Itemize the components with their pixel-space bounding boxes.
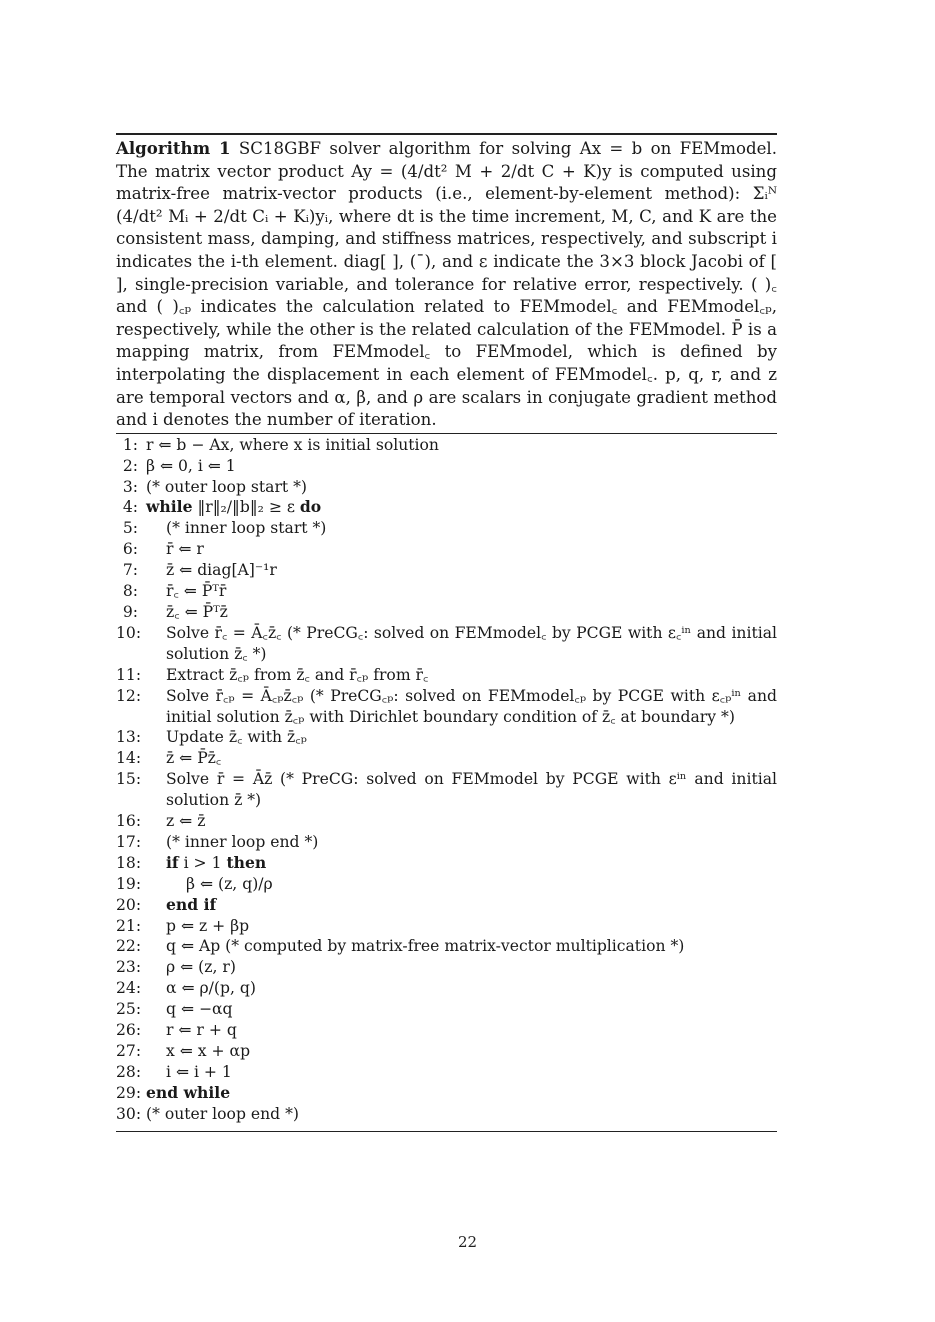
algorithm-step [116, 581, 777, 602]
algorithm-step [116, 1104, 777, 1125]
step-text: end if [166, 894, 217, 914]
step-number: 18: [116, 853, 142, 872]
page-number: 22 [457, 1233, 478, 1251]
algorithm-step [116, 1020, 777, 1041]
step-text: if i > 1 then [166, 852, 267, 872]
step-number: 9: [122, 602, 138, 621]
step-text: r̄꜀ ⇐ P̄ᵀr̄ [166, 582, 227, 601]
step-number: 17: [116, 832, 142, 851]
step-text: Solve r̄ = Āz̄ (* PreCG: solved on FEMmodel by PCGE with εⁱⁿ and initial solution z̄ *) [166, 770, 777, 810]
algorithm-step [116, 853, 777, 874]
step-number: 30: [116, 1104, 142, 1123]
algorithm-step [116, 916, 777, 937]
algorithm-step [116, 936, 777, 957]
step-text: while ‖r‖₂/‖b‖₂ ≥ ε do [146, 497, 322, 517]
step-text: z ⇐ z̄ [166, 812, 206, 831]
step-text: p ⇐ z + βp [166, 916, 250, 935]
algorithm-step [116, 895, 777, 916]
algorithm-step [116, 497, 777, 518]
algorithm-step [116, 748, 777, 769]
step-text: z̄ ⇐ P̄z̄꜀ [166, 749, 222, 768]
step-number: 4: [122, 498, 138, 517]
step-number: 29: [116, 1083, 142, 1102]
step-number: 12: [116, 686, 142, 705]
step-text: (* outer loop end *) [146, 1104, 299, 1123]
algorithm-top-rule [116, 133, 777, 135]
step-text: (* outer loop start *) [146, 477, 308, 496]
step-number: 13: [116, 728, 142, 747]
step-text: β ⇐ 0, i ⇐ 1 [146, 456, 236, 475]
algorithm-block [116, 133, 777, 1132]
algorithm-step [116, 477, 777, 498]
step-text: r ⇐ b − Ax, where x is initial solution [146, 435, 439, 454]
algorithm-step [116, 1062, 777, 1083]
algorithm-step [116, 957, 777, 978]
step-text: ρ ⇐ (z, r) [166, 958, 236, 977]
step-number: 3: [122, 477, 138, 496]
step-number: 21: [116, 916, 142, 935]
step-number: 7: [122, 561, 138, 580]
step-text: end while [146, 1082, 231, 1102]
step-number: 8: [122, 582, 138, 601]
algorithm-step [116, 811, 777, 832]
step-number: 19: [116, 874, 142, 893]
algorithm-title: SC18GBF solver algorithm for solving Ax = b on FEMmodel. [238, 139, 777, 158]
step-text: β ⇐ (z, q)/ρ [186, 874, 273, 893]
algorithm-step [116, 769, 777, 811]
algorithm-label: Algorithm 1 [116, 138, 231, 158]
step-text: Update z̄꜀ with z̄꜀ₚ [166, 728, 307, 747]
step-number: 5: [122, 519, 138, 538]
algorithm-step [116, 435, 777, 456]
step-text: z̄꜀ ⇐ P̄ᵀz̄ [166, 602, 228, 621]
algorithm-step [116, 1041, 777, 1062]
algorithm-steps [116, 435, 777, 1125]
step-number: 25: [116, 1000, 142, 1019]
step-number: 14: [116, 749, 142, 768]
step-number: 22: [116, 937, 142, 956]
algorithm-description: The matrix vector product Ay = (4/dt² M + 2/dt C + K)y is computed using matrix-free matrix-vector products (i.e., element-by-element method): Σᵢᴺ (4/dt² Mᵢ + 2/dt Cᵢ + Kᵢ)yᵢ, where dt is the time increment, M, C, and K are the consistent mass, damping, and stiffness matrices, respectively, and subscript i indicates the i-th element. diag[ ], (¯), and ε indicate the 3×3 block Jacobi of [ ], single-precision variable, and tolerance for relative error, respectively. ( )꜀ and ( )꜀ₚ indicates the calculation related to FEMmodel꜀ and FEMmodel꜀ₚ, respectively, while the other is the related calculation of the FEMmodel. P̄ is a mapping matrix, from FEMmodel꜀ to FEMmodel, which is defined by interpolating the displacement in each element of FEMmodel꜀. p, q, r, and z are temporal vectors and α, β, and ρ are scalars in conjugate gradient method and i denotes the number of iteration. [116, 161, 777, 430]
step-number: 28: [116, 1062, 142, 1081]
algorithm-step [116, 518, 777, 539]
algorithm-step [116, 560, 777, 581]
step-number: 27: [116, 1042, 142, 1060]
step-text: x ⇐ x + αp [166, 1042, 251, 1060]
algorithm-step [116, 832, 777, 853]
step-number: 1: [122, 435, 138, 454]
algorithm-step [116, 602, 777, 623]
step-text: α ⇐ ρ/(p, q) [166, 979, 256, 998]
step-text: i ⇐ i + 1 [166, 1062, 232, 1081]
step-text: r̄ ⇐ r [166, 540, 204, 559]
step-text: z̄ ⇐ diag[A]⁻¹r [166, 561, 277, 580]
algorithm-bottom-rule [116, 1131, 777, 1132]
step-number: 16: [116, 812, 142, 831]
step-text: q ⇐ −αq [166, 1000, 233, 1019]
algorithm-step [116, 874, 777, 895]
algorithm-caption [116, 137, 777, 432]
algorithm-step [116, 1083, 777, 1104]
algorithm-step [116, 727, 777, 748]
step-number: 6: [122, 540, 138, 559]
step-number: 20: [116, 895, 142, 914]
algorithm-step [116, 456, 777, 477]
step-number: 15: [116, 770, 142, 789]
step-text: Extract z̄꜀ₚ from z̄꜀ and r̄꜀ₚ from r̄꜀ [166, 665, 429, 684]
algorithm-step [116, 999, 777, 1020]
step-text: q ⇐ Ap (* computed by matrix-free matrix-vector multiplication *) [166, 937, 685, 956]
step-number: 26: [116, 1021, 142, 1040]
step-text: Solve r̄꜀ = Ā꜀z̄꜀ (* PreCG꜀: solved on FEMmodel꜀ by PCGE with ε꜀ⁱⁿ and initial solution z̄꜀ *) [166, 623, 777, 663]
step-number: 2: [122, 456, 138, 475]
step-number: 11: [116, 665, 142, 684]
algorithm-step [116, 978, 777, 999]
step-text: r ⇐ r + q [166, 1021, 237, 1040]
step-text: (* inner loop end *) [166, 832, 319, 851]
step-number: 23: [116, 958, 142, 977]
step-text: (* inner loop start *) [166, 519, 327, 538]
algorithm-step [116, 539, 777, 560]
algorithm-mid-rule [116, 433, 777, 434]
step-number: 24: [116, 979, 142, 998]
algorithm-step [116, 686, 777, 728]
algorithm-step [116, 623, 777, 665]
algorithm-step [116, 665, 777, 686]
step-text: Solve r̄꜀ₚ = Ā꜀ₚz̄꜀ₚ (* PreCG꜀ₚ: solved on FEMmodel꜀ₚ by PCGE with ε꜀ₚⁱⁿ and initial solution z̄꜀ₚ with Dirichlet boundary condition of z̄꜀ at boundary *) [166, 686, 777, 726]
step-number: 10: [116, 623, 142, 642]
